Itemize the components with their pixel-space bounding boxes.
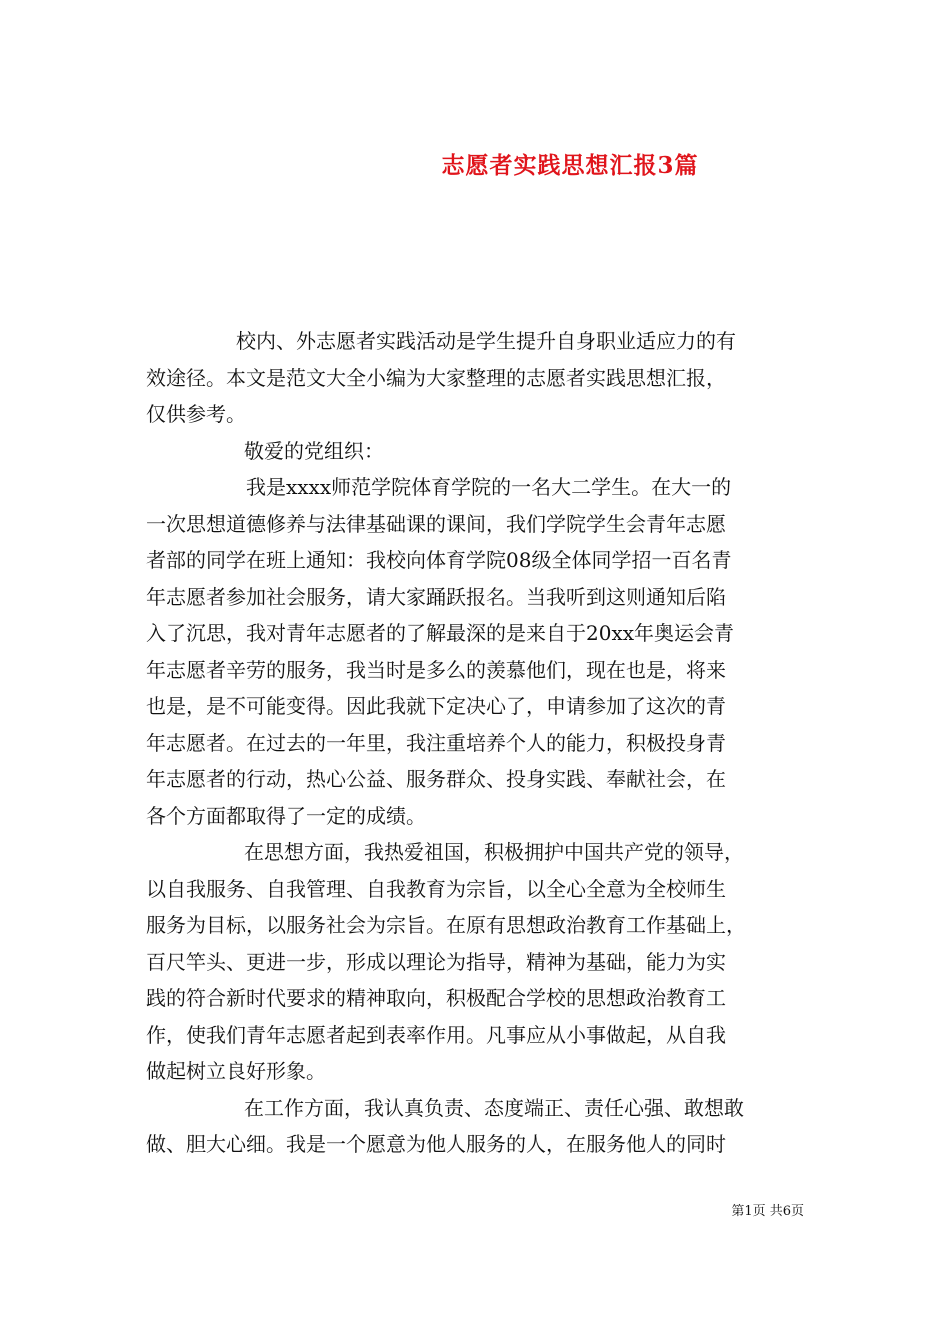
text-line: 效途径。本文是范文大全小编为大家整理的志愿者实践思想汇报， xyxy=(146,365,726,390)
document-body xyxy=(146,323,812,1163)
text-line: 服务为目标，以服务社会为宗旨。在原有思想政治教育工作基础上， xyxy=(146,913,746,937)
text-line: 以自我服务、自我管理、自我教育为宗旨，以全心全意为全校师生 xyxy=(146,876,726,901)
text-line: 践的符合新时代要求的精神取向，积极配合学校的思想政治教育工 xyxy=(146,986,726,1010)
text-line: 年志愿者参加社会服务，请大家踊跃报名。当我听到这则通知后陷 xyxy=(146,584,726,609)
text-line: 各个方面都取得了一定的成绩。 xyxy=(146,803,426,828)
paragraph-intro xyxy=(146,323,812,433)
text-line: 一次思想道德修养与法律基础课的课间，我们学院学生会青年志愿 xyxy=(146,511,726,536)
text-line: 年志愿者辛劳的服务，我当时是多么的羡慕他们，现在也是，将来 xyxy=(146,657,726,682)
text-line: 年志愿者的行动，热心公益、服务群众、投身实践、奉献社会，在 xyxy=(146,767,726,791)
text-line: 年志愿者。在过去的一年里，我注重培养个人的能力，积极投身青 xyxy=(146,730,726,755)
text-line: 在工作方面，我认真负责、态度端正、责任心强、敢想敢 xyxy=(244,1095,744,1120)
text-line: 做起树立良好形象。 xyxy=(146,1059,326,1083)
text-line: 在思想方面，我热爱祖国，积极拥护中国共产党的领导， xyxy=(244,840,744,864)
paragraph-salutation xyxy=(146,433,812,470)
text-line: 仅供参考。 xyxy=(146,402,246,426)
page-title: 志愿者实践思想汇报3篇 xyxy=(441,152,699,180)
text-line: 也是，是不可能变得。因此我就下定决心了，申请参加了这次的青 xyxy=(146,694,726,718)
text-line: 校内、外志愿者实践活动是学生提升自身职业适应力的有 xyxy=(236,329,736,353)
text-line: 入了沉思，我对青年志愿者的了解最深的是来自于20xx年奥运会青 xyxy=(146,621,735,645)
text-line: 我是xxxx师范学院体育学院的一名大二学生。在大一的 xyxy=(246,475,732,499)
paragraph-work xyxy=(146,1090,812,1163)
text-line: 作，使我们青年志愿者起到表率作用。凡事应从小事做起，从自我 xyxy=(146,1022,726,1047)
text-line: 者部的同学在班上通知：我校向体育学院08级全体同学招一百名青 xyxy=(146,548,732,572)
paragraph-introduction-self xyxy=(146,469,812,834)
text-line: 百尺竿头、更进一步，形成以理论为指导，精神为基础，能力为实 xyxy=(146,949,726,974)
paragraph-thought xyxy=(146,834,812,1090)
text-line: 敬爱的党组织： xyxy=(244,438,384,463)
text-line: 做、胆大心细。我是一个愿意为他人服务的人，在服务他人的同时 xyxy=(146,1132,726,1156)
page-footer: 第1页 共6页 xyxy=(731,1204,804,1219)
